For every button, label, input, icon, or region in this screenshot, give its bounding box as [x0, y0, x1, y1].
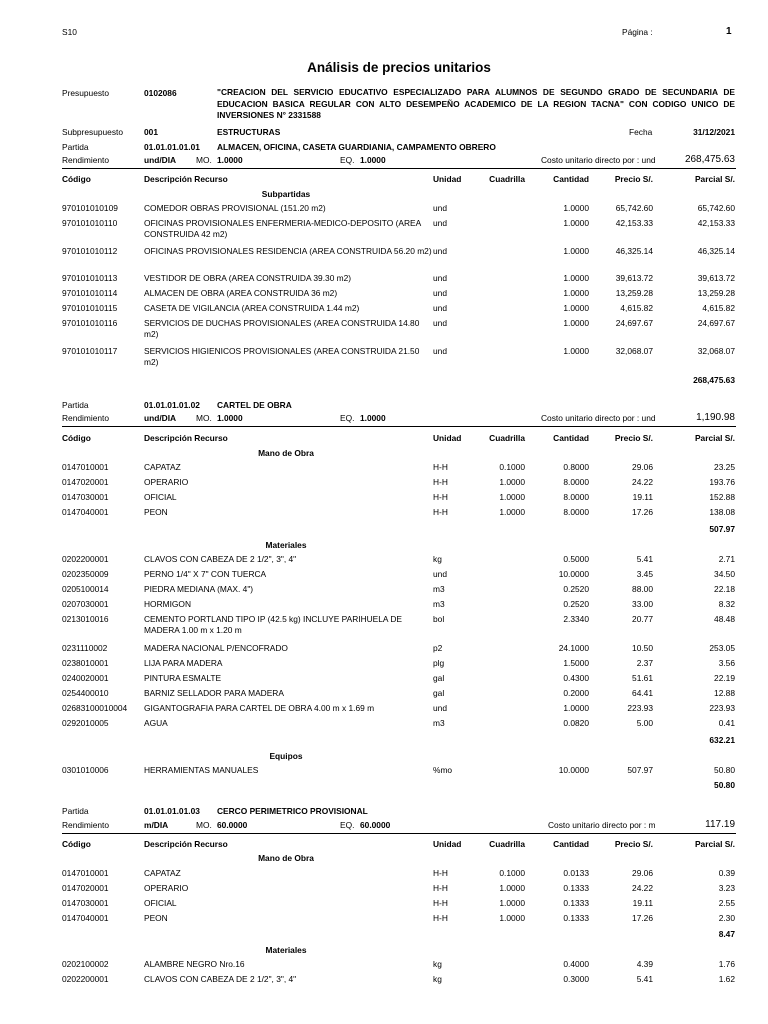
- row-partial: 22.18: [714, 584, 735, 594]
- row-description: HERRAMIENTAS MANUALES: [144, 765, 259, 775]
- row-code: 970101010115: [62, 303, 118, 313]
- col-cantidad: Cantidad: [553, 174, 589, 184]
- row-code: 970101010110: [62, 218, 118, 228]
- row-price: 5.41: [636, 974, 653, 984]
- costo-unitario-label: Costo unitario directo por : m: [548, 820, 656, 830]
- row-code: 0254400010: [62, 688, 109, 698]
- row-unit: H-H: [433, 913, 448, 923]
- row-price: 29.06: [632, 462, 653, 472]
- row-code: 0147030001: [62, 492, 109, 502]
- group-total: 50.80: [714, 780, 735, 790]
- row-partial: 253.05: [709, 643, 735, 653]
- col-descripcion: Descripción Recurso: [144, 433, 228, 443]
- col-cuadrilla: Cuadrilla: [489, 174, 525, 184]
- row-unit: H-H: [433, 477, 448, 487]
- row-code: 0147040001: [62, 913, 109, 923]
- rendimiento-label: Rendimiento: [62, 413, 110, 423]
- costo-unitario-label: Costo unitario directo por : und: [541, 413, 656, 423]
- partida-name: CERCO PERIMETRICO PROVISIONAL: [217, 806, 368, 816]
- row-code: 0240020001: [62, 673, 109, 683]
- row-partial: 3.56: [718, 658, 735, 668]
- row-description: CLAVOS CON CABEZA DE 2 1/2", 3", 4": [144, 974, 297, 984]
- costo-unitario-value: 1,190.98: [696, 412, 735, 423]
- subpresupuesto-name: ESTRUCTURAS: [217, 127, 281, 137]
- subpresupuesto-label: Subpresupuesto: [62, 127, 123, 137]
- row-code: 0205100014: [62, 584, 109, 594]
- row-price: 507.97: [627, 765, 653, 775]
- row-code: 970101010112: [62, 246, 118, 256]
- row-code: 970101010113: [62, 273, 118, 283]
- col-descripcion: Descripción Recurso: [144, 839, 228, 849]
- row-partial: 23.25: [714, 462, 735, 472]
- header-divider: [62, 833, 736, 834]
- mo-value: 1.0000: [217, 155, 243, 165]
- row-partial: 13,259.28: [697, 288, 735, 298]
- row-price: 24.22: [632, 883, 653, 893]
- row-crew: 0.1000: [499, 868, 525, 878]
- row-quantity: 8.0000: [563, 492, 589, 502]
- row-description: OFICINAS PROVISIONALES ENFERMERIA-MEDICO-DEPOSITO (AREA CONSTRUIDA 42 m2): [144, 218, 421, 239]
- row-partial: 34.50: [714, 569, 735, 579]
- row-description: OFICIAL: [144, 492, 177, 502]
- mo-label: MO.: [196, 155, 212, 165]
- row-code: 970101010109: [62, 203, 118, 213]
- row-unit: bol: [433, 614, 445, 624]
- row-price: 46,325.14: [615, 246, 653, 256]
- rendimiento-label: Rendimiento: [62, 155, 110, 165]
- row-price: 33.00: [632, 599, 653, 609]
- col-descripcion: Descripción Recurso: [144, 174, 228, 184]
- row-description: CEMENTO PORTLAND TIPO IP (42.5 kg) INCLUYE PARIHUELA DE MADERA 1.00 m x 1.20 m: [144, 614, 402, 635]
- row-partial: 0.39: [718, 868, 735, 878]
- row-unit: H-H: [433, 868, 448, 878]
- row-code: 0231110002: [62, 643, 108, 653]
- row-crew: 1.0000: [499, 477, 525, 487]
- row-unit: und: [433, 303, 447, 313]
- row-quantity: 0.0820: [563, 718, 589, 728]
- row-partial: 32,068.07: [697, 346, 735, 356]
- row-description: COMEDOR OBRAS PROVISIONAL (151.20 m2): [144, 203, 326, 213]
- row-unit: m3: [433, 599, 445, 609]
- row-unit: gal: [433, 688, 445, 698]
- row-quantity: 1.0000: [563, 218, 589, 228]
- row-price: 51.61: [632, 673, 653, 683]
- row-price: 65,742.60: [615, 203, 653, 213]
- row-price: 29.06: [632, 868, 653, 878]
- row-unit: H-H: [433, 462, 448, 472]
- eq-label: EQ.: [340, 413, 355, 423]
- col-cuadrilla: Cuadrilla: [489, 433, 525, 443]
- row-code: 970101010116: [62, 318, 118, 328]
- partida-code: 01.01.01.01.01: [144, 142, 200, 152]
- row-partial: 46,325.14: [697, 246, 735, 256]
- col-parcial: Parcial S/.: [694, 839, 735, 849]
- row-quantity: 8.0000: [563, 477, 589, 487]
- row-unit: m3: [433, 584, 445, 594]
- row-partial: 2.55: [718, 898, 735, 908]
- row-price: 19.11: [632, 492, 653, 502]
- row-unit: gal: [433, 673, 445, 683]
- partida-name: ALMACEN, OFICINA, CASETA GUARDIANIA, CAMPAMENTO OBRERO: [217, 142, 496, 152]
- row-unit: und: [433, 318, 447, 328]
- group-title: Mano de Obra: [258, 853, 314, 863]
- row-description: MADERA NACIONAL P/ENCOFRADO: [144, 643, 288, 653]
- row-crew: 1.0000: [499, 913, 525, 923]
- row-unit: kg: [433, 959, 442, 969]
- row-quantity: 0.3000: [563, 974, 589, 984]
- row-description: LIJA PARA MADERA: [144, 658, 223, 668]
- row-description: CAPATAZ: [144, 868, 181, 878]
- page-title: Análisis de precios unitarios: [307, 60, 491, 75]
- row-unit: H-H: [433, 883, 448, 893]
- row-description: OFICINAS PROVISIONALES RESIDENCIA (AREA CONSTRUIDA 56.20 m2): [144, 246, 432, 256]
- row-quantity: 1.5000: [563, 658, 589, 668]
- row-code: 0147020001: [62, 883, 109, 893]
- partida-code: 01.01.01.01.02: [144, 400, 200, 410]
- row-partial: 42,153.33: [697, 218, 735, 228]
- col-cantidad: Cantidad: [553, 839, 589, 849]
- row-code: 0238010001: [62, 658, 109, 668]
- subpresupuesto-code: 001: [144, 127, 158, 137]
- row-crew: 1.0000: [499, 492, 525, 502]
- row-unit: %mo: [433, 765, 453, 775]
- col-codigo: Código: [62, 839, 91, 849]
- presupuesto-label: Presupuesto: [62, 88, 110, 98]
- row-unit: und: [433, 346, 447, 356]
- row-description: PINTURA ESMALTE: [144, 673, 222, 683]
- row-quantity: 0.4000: [563, 959, 589, 969]
- row-quantity: 0.4300: [563, 673, 589, 683]
- row-description: CASETA DE VIGILANCIA (AREA CONSTRUIDA 1.44 m2): [144, 303, 360, 313]
- row-description: CAPATAZ: [144, 462, 181, 472]
- row-unit: H-H: [433, 898, 448, 908]
- row-code: 0202350009: [62, 569, 109, 579]
- row-code: 970101010117: [62, 346, 118, 356]
- row-code: 0213010016: [62, 614, 109, 624]
- row-quantity: 1.0000: [563, 273, 589, 283]
- group-total: 632.21: [709, 735, 735, 745]
- group-title: Materiales: [265, 540, 307, 550]
- row-quantity: 8.0000: [563, 507, 589, 517]
- partida-label: Partida: [62, 400, 89, 410]
- row-partial: 2.30: [718, 913, 735, 923]
- row-price: 24,697.67: [615, 318, 653, 328]
- row-quantity: 0.0133: [563, 868, 589, 878]
- page-label: Página :: [622, 27, 653, 37]
- group-title: Mano de Obra: [258, 448, 314, 458]
- mo-label: MO.: [196, 820, 212, 830]
- row-price: 5.41: [636, 554, 653, 564]
- group-title: Subpartidas: [261, 189, 311, 199]
- col-parcial: Parcial S/.: [694, 433, 735, 443]
- presupuesto-description: "CREACION DEL SERVICIO EDUCATIVO ESPECIALIZADO PARA ALUMNOS DE SEGUNDO GRADO DE SECUNDARIA DE EDUCACION BASICA REGULAR CON ALTO DESEMPEÑO ACADEMICO DE LA REGION TACNA" CON CODIGO UNICO DE INVERSIONES N° 2331588: [217, 87, 735, 120]
- row-price: 17.26: [632, 913, 653, 923]
- col-unidad: Unidad: [433, 839, 462, 849]
- row-description: HORMIGON: [144, 599, 191, 609]
- row-unit: p2: [433, 643, 443, 653]
- row-code: 0147030001: [62, 898, 109, 908]
- row-quantity: 0.2520: [563, 584, 589, 594]
- row-price: 24.22: [632, 477, 653, 487]
- row-price: 32,068.07: [615, 346, 653, 356]
- row-unit: und: [433, 288, 447, 298]
- row-description: PEON: [144, 507, 168, 517]
- partida-label: Partida: [62, 806, 89, 816]
- row-partial: 65,742.60: [697, 203, 735, 213]
- group-total: 507.97: [709, 524, 735, 534]
- col-codigo: Código: [62, 174, 91, 184]
- row-partial: 48.48: [714, 614, 735, 624]
- row-unit: und: [433, 703, 447, 713]
- row-code: 0202200001: [62, 554, 109, 564]
- row-description: PIEDRA MEDIANA (MAX. 4"): [144, 584, 254, 594]
- row-description: OFICIAL: [144, 898, 177, 908]
- row-quantity: 0.5000: [563, 554, 589, 564]
- row-description: OPERARIO: [144, 883, 189, 893]
- row-price: 10.50: [632, 643, 653, 653]
- row-unit: plg: [433, 658, 445, 668]
- row-description: SERVICIOS HIGIENICOS PROVISIONALES (AREA CONSTRUIDA 21.50 m2): [144, 346, 420, 367]
- group-title: Equipos: [269, 751, 303, 761]
- col-precio: Precio S/.: [614, 433, 653, 443]
- row-price: 5.00: [636, 718, 653, 728]
- row-partial: 3.23: [718, 883, 735, 893]
- mo-value: 60.0000: [217, 820, 248, 830]
- row-quantity: 1.0000: [563, 318, 589, 328]
- row-partial: 1.76: [718, 959, 735, 969]
- partida-name: CARTEL DE OBRA: [217, 400, 292, 410]
- header-divider: [62, 426, 736, 427]
- col-cantidad: Cantidad: [553, 433, 589, 443]
- mo-value: 1.0000: [217, 413, 243, 423]
- row-partial: 12.88: [714, 688, 735, 698]
- row-code: 02683100010004: [62, 703, 128, 713]
- header-divider: [62, 168, 736, 169]
- page-number: 1: [726, 26, 732, 37]
- col-parcial: Parcial S/.: [694, 174, 735, 184]
- row-price: 223.93: [627, 703, 653, 713]
- eq-label: EQ.: [340, 820, 355, 830]
- row-unit: und: [433, 273, 447, 283]
- partida-label: Partida: [62, 142, 89, 152]
- row-unit: und: [433, 569, 447, 579]
- row-quantity: 1.0000: [563, 246, 589, 256]
- partida-code: 01.01.01.01.03: [144, 806, 200, 816]
- row-quantity: 1.0000: [563, 703, 589, 713]
- row-price: 19.11: [632, 898, 653, 908]
- row-unit: und: [433, 203, 447, 213]
- row-partial: 138.08: [709, 507, 735, 517]
- row-description: OPERARIO: [144, 477, 189, 487]
- row-code: 0301010006: [62, 765, 109, 775]
- row-crew: 1.0000: [499, 507, 525, 517]
- col-precio: Precio S/.: [614, 174, 653, 184]
- row-price: 64.41: [632, 688, 653, 698]
- row-price: 13,259.28: [615, 288, 653, 298]
- row-unit: und: [433, 218, 447, 228]
- row-partial: 24,697.67: [697, 318, 735, 328]
- row-partial: 4,615.82: [702, 303, 735, 313]
- costo-unitario-value: 117.19: [705, 819, 735, 830]
- row-code: 0202100002: [62, 959, 109, 969]
- row-price: 88.00: [632, 584, 653, 594]
- row-unit: kg: [433, 554, 442, 564]
- row-unit: m3: [433, 718, 445, 728]
- row-partial: 152.88: [709, 492, 735, 502]
- row-quantity: 1.0000: [563, 203, 589, 213]
- row-partial: 193.76: [709, 477, 735, 487]
- rendimiento-unit: m/DIA: [144, 820, 169, 830]
- row-partial: 39,613.72: [697, 273, 735, 283]
- row-quantity: 10.0000: [558, 569, 589, 579]
- row-quantity: 0.2000: [563, 688, 589, 698]
- row-unit: kg: [433, 974, 442, 984]
- row-partial: 0.41: [718, 718, 735, 728]
- fecha-value: 31/12/2021: [693, 127, 735, 137]
- col-precio: Precio S/.: [614, 839, 653, 849]
- row-unit: H-H: [433, 507, 448, 517]
- col-unidad: Unidad: [433, 174, 462, 184]
- row-quantity: 10.0000: [558, 765, 589, 775]
- col-unidad: Unidad: [433, 433, 462, 443]
- row-crew: 1.0000: [499, 898, 525, 908]
- row-code: 0147010001: [62, 462, 109, 472]
- row-description: SERVICIOS DE DUCHAS PROVISIONALES (AREA CONSTRUIDA 14.80 m2): [144, 318, 420, 339]
- row-code: 0147010001: [62, 868, 109, 878]
- group-total: 8.47: [718, 929, 735, 939]
- row-quantity: 0.1333: [563, 883, 589, 893]
- row-partial: 22.19: [714, 673, 735, 683]
- row-price: 4,615.82: [620, 303, 653, 313]
- col-codigo: Código: [62, 433, 91, 443]
- row-price: 3.45: [636, 569, 653, 579]
- row-partial: 2.71: [718, 554, 735, 564]
- row-price: 17.26: [632, 507, 653, 517]
- row-quantity: 0.8000: [563, 462, 589, 472]
- row-crew: 0.1000: [499, 462, 525, 472]
- row-description: ALMACEN DE OBRA (AREA CONSTRUIDA 36 m2): [144, 288, 338, 298]
- row-price: 4.39: [636, 959, 653, 969]
- row-code: 970101010114: [62, 288, 118, 298]
- row-description: GIGANTOGRAFIA PARA CARTEL DE OBRA 4.00 m x 1.69 m: [144, 703, 375, 713]
- row-description: VESTIDOR DE OBRA (AREA CONSTRUIDA 39.30 m2): [144, 273, 352, 283]
- row-description: CLAVOS CON CABEZA DE 2 1/2", 3", 4": [144, 554, 297, 564]
- row-code: 0202200001: [62, 974, 109, 984]
- row-price: 42,153.33: [615, 218, 653, 228]
- row-crew: 1.0000: [499, 883, 525, 893]
- report-code: S10: [62, 27, 77, 37]
- row-quantity: 0.1333: [563, 898, 589, 908]
- row-quantity: 2.3340: [563, 614, 589, 624]
- row-partial: 8.32: [718, 599, 735, 609]
- costo-unitario-label: Costo unitario directo por : und: [541, 155, 656, 165]
- mo-label: MO.: [196, 413, 212, 423]
- col-cuadrilla: Cuadrilla: [489, 839, 525, 849]
- row-quantity: 24.1000: [558, 643, 589, 653]
- row-partial: 50.80: [714, 765, 735, 775]
- row-description: PEON: [144, 913, 168, 923]
- row-code: 0292010005: [62, 718, 109, 728]
- row-description: PERNO 1/4" X 7" CON TUERCA: [144, 569, 267, 579]
- row-quantity: 1.0000: [563, 288, 589, 298]
- rendimiento-label: Rendimiento: [62, 820, 110, 830]
- row-code: 0147040001: [62, 507, 109, 517]
- row-quantity: 0.1333: [563, 913, 589, 923]
- row-description: ALAMBRE NEGRO Nro.16: [144, 959, 245, 969]
- eq-value: 1.0000: [360, 155, 386, 165]
- row-quantity: 0.2520: [563, 599, 589, 609]
- row-code: 0147020001: [62, 477, 109, 487]
- rendimiento-unit: und/DIA: [144, 413, 177, 423]
- partida-total: 268,475.63: [693, 375, 735, 385]
- group-title: Materiales: [265, 945, 307, 955]
- row-partial: 1.62: [718, 974, 735, 984]
- eq-label: EQ.: [340, 155, 355, 165]
- presupuesto-code: 0102086: [144, 88, 177, 98]
- row-description: AGUA: [144, 718, 168, 728]
- row-price: 39,613.72: [615, 273, 653, 283]
- row-price: 2.37: [636, 658, 653, 668]
- rendimiento-unit: und/DIA: [144, 155, 177, 165]
- row-unit: und: [433, 246, 447, 256]
- row-description: BARNIZ SELLADOR PARA MADERA: [144, 688, 284, 698]
- costo-unitario-value: 268,475.63: [684, 154, 735, 165]
- row-price: 20.77: [632, 614, 653, 624]
- eq-value: 60.0000: [360, 820, 391, 830]
- fecha-label: Fecha: [629, 127, 653, 137]
- row-quantity: 1.0000: [563, 303, 589, 313]
- eq-value: 1.0000: [360, 413, 386, 423]
- row-unit: H-H: [433, 492, 448, 502]
- row-partial: 223.93: [709, 703, 735, 713]
- row-code: 0207030001: [62, 599, 109, 609]
- row-quantity: 1.0000: [563, 346, 589, 356]
